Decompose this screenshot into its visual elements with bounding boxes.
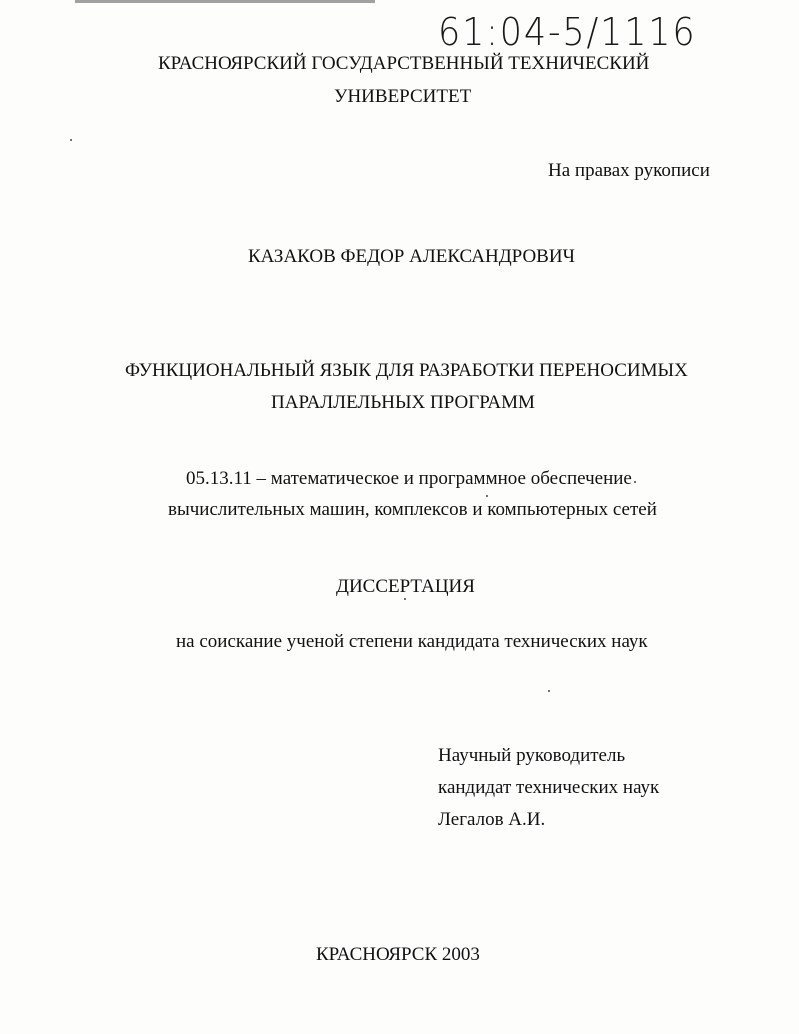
city-year: КРАСНОЯРСК 2003 xyxy=(316,944,480,965)
scan-speck xyxy=(486,495,488,497)
supervisor-degree: кандидат технических наук xyxy=(438,777,660,798)
degree-statement: на соискание ученой степени кандидата технических наук xyxy=(176,631,648,652)
supervisor-name: Легалов А.И. xyxy=(438,809,546,830)
university-name-line-1: КРАСНОЯРСКИЙ ГОСУДАРСТВЕННЫЙ ТЕХНИЧЕСКИЙ xyxy=(158,53,650,74)
rights-note: На правах рукописи xyxy=(548,160,710,181)
document-type: ДИССЕРТАЦИЯ xyxy=(336,576,475,597)
handwritten-catalog-number: 61:04-5/1116 xyxy=(438,10,697,54)
specialty-line-1: 05.13.11 – математическое и программное обеспечение xyxy=(186,468,632,489)
scan-speck xyxy=(634,481,636,483)
thesis-title-line-2: ПАРАЛЛЕЛЬНЫХ ПРОГРАММ xyxy=(271,392,535,413)
university-name-line-2: УНИВЕРСИТЕТ xyxy=(334,86,472,107)
thesis-title-line-1: ФУНКЦИОНАЛЬНЫЙ ЯЗЫК ДЛЯ РАЗРАБОТКИ ПЕРЕНОСИМЫХ xyxy=(125,360,688,381)
specialty-line-2: вычислительных машин, комплексов и компьютерных сетей xyxy=(168,499,657,520)
scan-speck xyxy=(548,690,550,692)
author-name: КАЗАКОВ ФЕДОР АЛЕКСАНДРОВИЧ xyxy=(248,246,575,267)
scan-speck xyxy=(404,598,406,600)
supervisor-role: Научный руководитель xyxy=(438,745,626,766)
scan-speck xyxy=(70,139,72,141)
scan-artifact-line xyxy=(75,0,375,3)
